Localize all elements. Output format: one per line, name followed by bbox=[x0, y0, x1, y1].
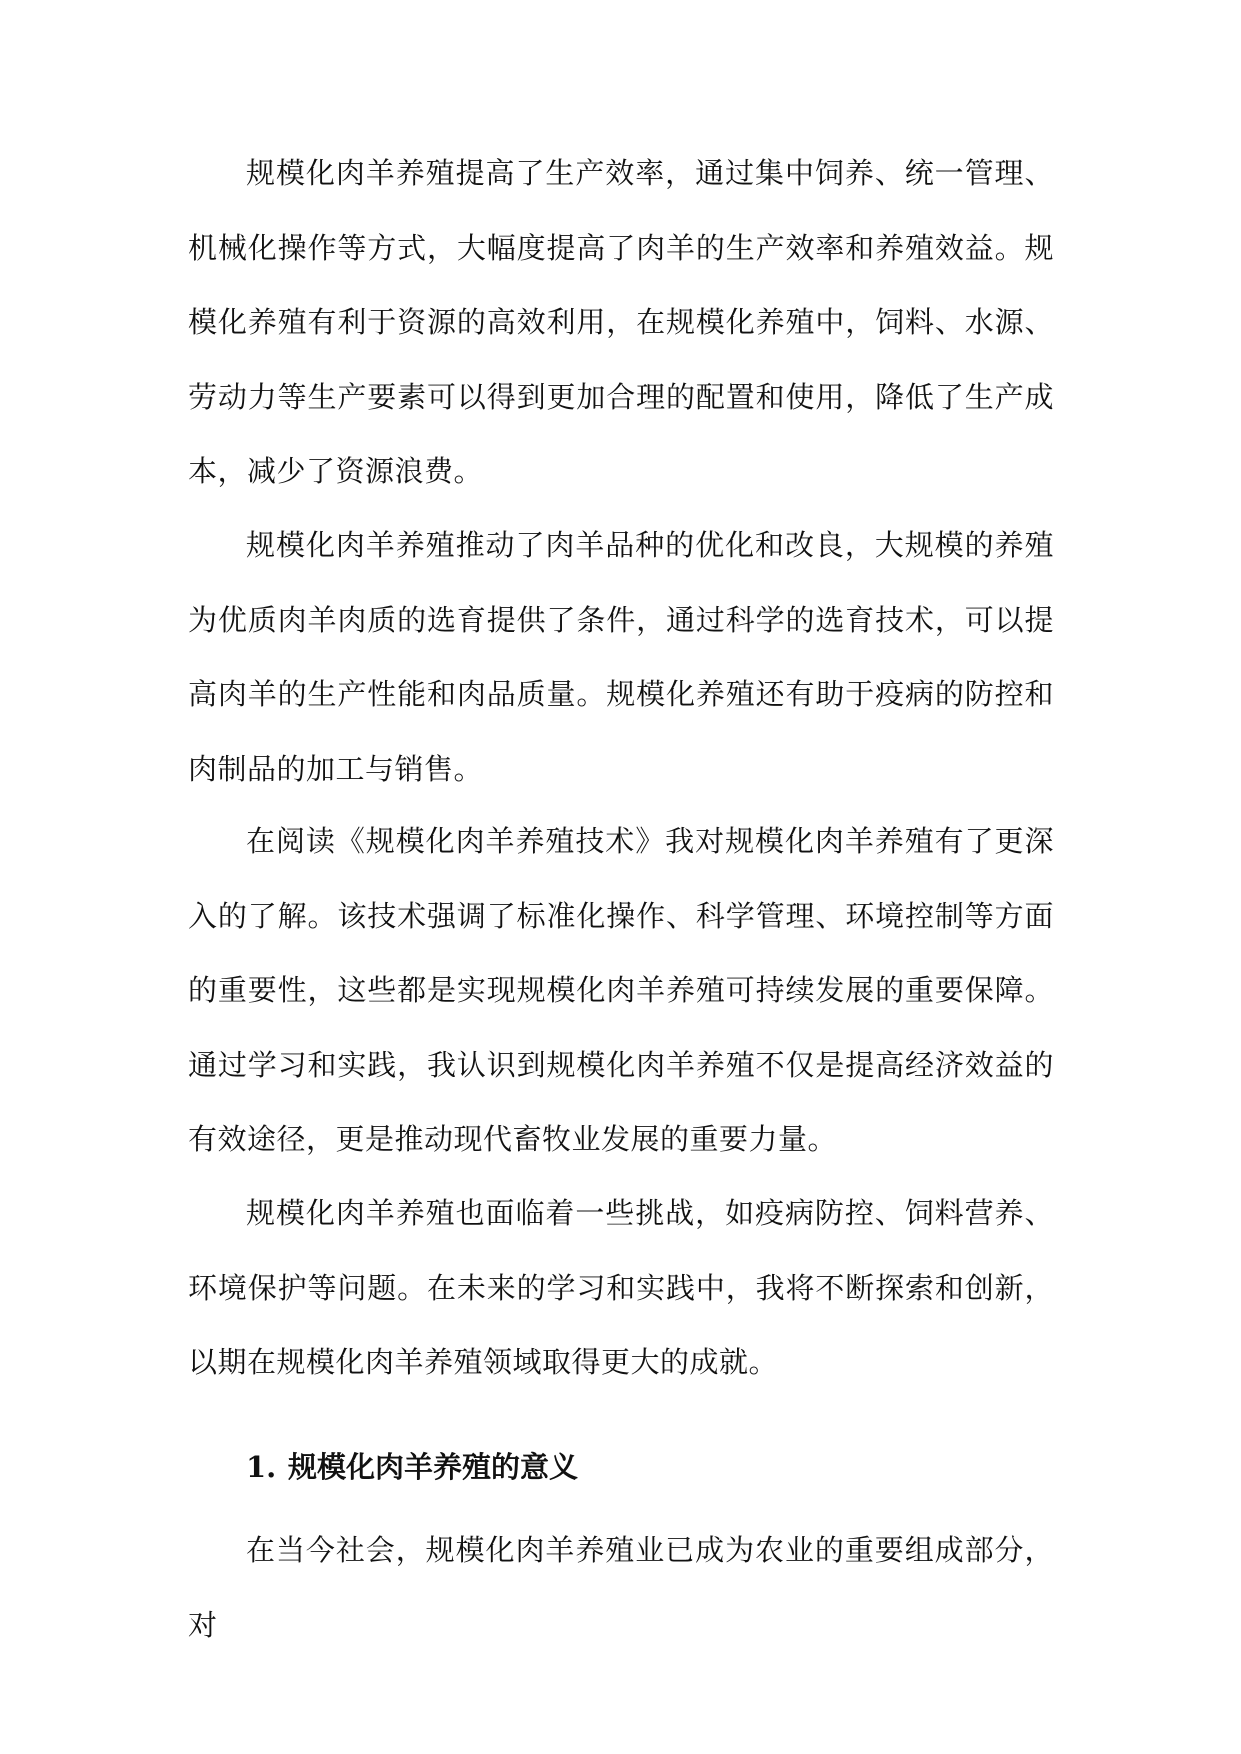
section-title: 规模化肉羊养殖的意义 bbox=[288, 1450, 579, 1484]
paragraph-efficiency: 规模化肉羊养殖提高了生产效率，通过集中饲养、统一管理、机械化操作等方式，大幅度提高了肉羊的生产效率和养殖效益。规模化养殖有利于资源的高效利用，在规模化养殖中，饲料、水源、劳动力等生产要素可以得到更加合理的配置和使用，降低了生产成本，减少了资源浪费。 bbox=[188, 156, 1054, 488]
section-number: 1. bbox=[246, 1450, 277, 1484]
section-heading bbox=[246, 1441, 578, 1493]
paragraph-breed-improvement: 规模化肉羊养殖推动了肉羊品种的优化和改良，大规模的养殖为优质肉羊肉质的选育提供了条件，通过科学的选育技术，可以提高肉羊的生产性能和肉品质量。规模化养殖还有助于疫病的防控和肉制品的加工与销售。 bbox=[188, 528, 1054, 786]
paragraph-reading-reflection: 在阅读《规模化肉羊养殖技术》我对规模化肉羊养殖有了更深入的了解。该技术强调了标准化操作、科学管理、环境控制等方面的重要性，这些都是实现规模化肉羊养殖可持续发展的重要保障。通过学习和实践，我认识到规模化肉羊养殖不仅是提高经济效益的有效途径，更是推动现代畜牧业发展的重要力量。 bbox=[188, 824, 1054, 1156]
paragraph-section-intro: 在当今社会，规模化肉羊养殖业已成为农业的重要组成部分，对 bbox=[188, 1533, 1054, 1642]
paragraph-challenges: 规模化肉羊养殖也面临着一些挑战，如疫病防控、饲料营养、环境保护等问题。在未来的学习和实践中，我将不断探索和创新，以期在规模化肉羊养殖领域取得更大的成就。 bbox=[188, 1196, 1054, 1379]
